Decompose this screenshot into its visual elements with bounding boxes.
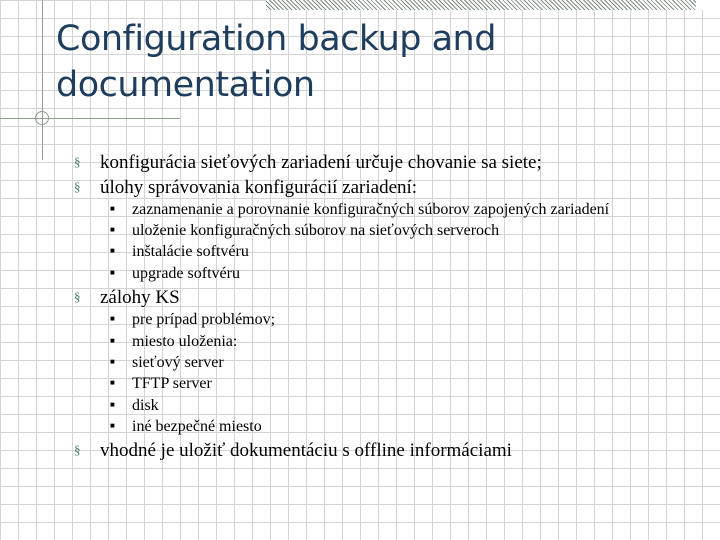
sub-bullet-item	[110, 373, 212, 394]
title-line-2: documentation	[56, 65, 315, 105]
sub-bullet-text: miesto uloženia:	[132, 333, 238, 350]
sub-bullet-item	[110, 395, 159, 416]
square-bullet-icon: ■	[110, 246, 115, 255]
sub-bullet-item	[110, 416, 262, 437]
sub-bullet-item	[110, 263, 240, 284]
title-line-1: Configuration backup and	[56, 19, 496, 59]
sub-bullet-text: sieťový server	[132, 354, 224, 371]
square-bullet-icon: ■	[110, 314, 115, 323]
bullet-text: konfigurácia sieťových zariadení určuje chovanie sa siete;	[100, 152, 542, 173]
square-bullet-icon: ■	[110, 400, 115, 409]
section-bullet-icon: §	[74, 289, 81, 304]
square-bullet-icon: ■	[110, 225, 115, 234]
sub-bullet-item	[110, 331, 237, 352]
bullet-item	[74, 151, 542, 174]
bullet-text: zálohy KS	[100, 287, 180, 308]
section-bullet-icon: §	[74, 154, 81, 169]
square-bullet-icon: ■	[110, 204, 115, 213]
sub-bullet-text: TFTP server	[132, 375, 212, 392]
sub-bullet-text: uloženie konfiguračných súborov na sieťových serveroch	[132, 222, 500, 239]
section-bullet-icon: §	[74, 179, 81, 194]
sub-bullet-text: zaznamenanie a porovnanie konfiguračných súborov zapojených zariadení	[132, 201, 610, 218]
sub-bullet-text: pre prípad problémov;	[132, 311, 276, 328]
square-bullet-icon: ■	[110, 421, 115, 430]
sub-bullet-item	[110, 352, 224, 373]
bullet-item	[74, 176, 417, 199]
bullet-text: vhodné je uložiť dokumentáciu s offline informáciami	[100, 440, 512, 461]
bullet-item	[74, 286, 180, 309]
sub-bullet-item	[110, 309, 275, 330]
section-bullet-icon: §	[74, 442, 81, 457]
bullet-text: úlohy správovania konfigurácií zariadení:	[100, 177, 418, 198]
square-bullet-icon: ■	[110, 357, 115, 366]
sub-bullet-text: disk	[132, 397, 159, 414]
sub-bullet-text: inštalácie softvéru	[132, 243, 249, 260]
sub-bullet-text: upgrade softvéru	[132, 265, 240, 282]
sub-bullet-item	[110, 241, 249, 262]
sub-bullet-item	[110, 220, 499, 241]
sub-bullet-item	[110, 199, 609, 220]
square-bullet-icon: ■	[110, 268, 115, 277]
square-bullet-icon: ■	[110, 336, 115, 345]
bullet-item	[74, 439, 512, 462]
square-bullet-icon: ■	[110, 378, 115, 387]
sub-bullet-text: iné bezpečné miesto	[132, 418, 262, 435]
